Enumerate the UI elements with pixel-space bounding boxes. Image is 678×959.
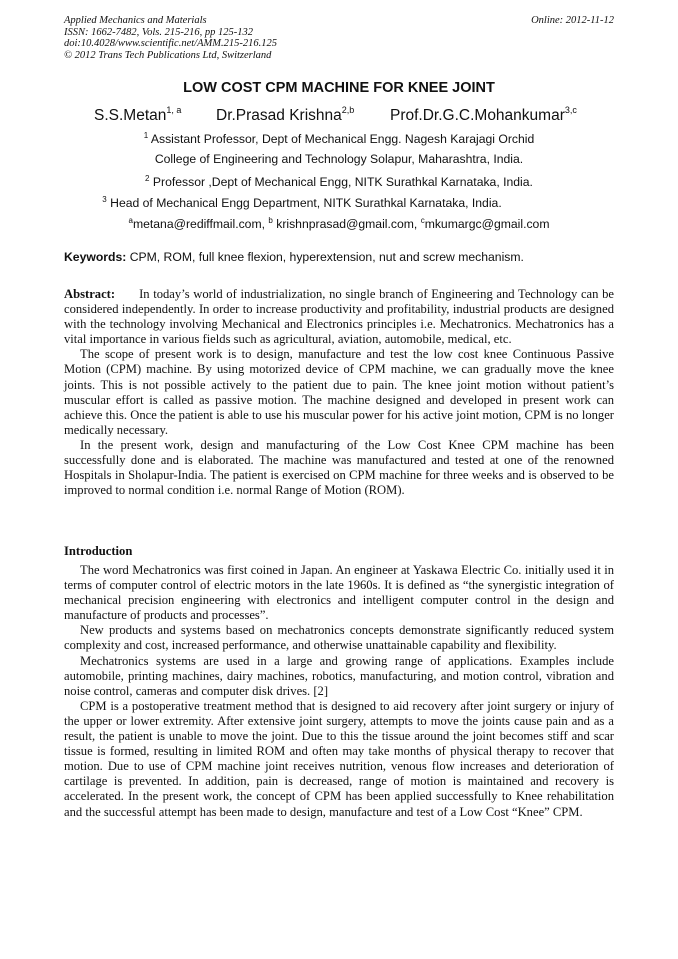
email-c[interactable]: mkumargc@gmail.com — [424, 217, 550, 231]
abstract-paragraph — [64, 287, 614, 347]
abstract-text: In today’s world of industrialization, no single branch of Engineering and Technology can be considered independently. In order to increase productivity and profitability, industrial products are designed with the technology involving Mechanical and Electronics principles i.e. Mechatronics. Mechatronics has a vital importance in various fields such as agricultural, aviation, automobile, medical, etc. — [64, 287, 614, 347]
author-name: Prof.Dr.G.C.Mohankumar — [390, 107, 565, 124]
affiliation-text: Head of Mechanical Engg Department, NITK Surathkal Karnataka, India. — [106, 196, 502, 210]
abstract-paragraph: The scope of present work is to design, manufacture and test the low cost knee Continuous Passive Motion (CPM) machine. By using motorized device of CPM machine, we can gradually move the knee joints. This is not possible actively to the patient due to pain. The knee joint motion without patient’s muscular effort is called as passive motion. The machine designed and developed in present work can achieve this. Once the patient is able to use his muscular power for his active joint motion, CPM is no longer medically necessary. — [64, 347, 614, 437]
affiliation-1-cont — [0, 152, 678, 166]
author — [390, 105, 577, 125]
intro-paragraph: The word Mechatronics was first coined in Japan. An engineer at Yaskawa Electric Co. initially used it in terms of computer control of electric motors in the late 1960s. It is defined as “the synergistic integration of mechanical precision engineering with electronics and intelligent computer control in the design and manufacture of products and processes”. — [64, 563, 614, 623]
email-sup: c — [420, 216, 425, 225]
affiliation-text: College of Engineering and Technology Solapur, Maharashtra, India. — [154, 152, 524, 166]
author-sup: 2,b — [341, 105, 355, 115]
email-line — [0, 216, 678, 231]
email-sup: a — [128, 216, 133, 225]
intro-paragraph: New products and systems based on mechatronics concepts demonstrate significantly reduced system complexity and cost, increased performance, and otherwise unattainable capability and flexibility. — [64, 623, 614, 653]
affiliation-text: Professor ,Dept of Mechanical Engg, NITK Surathkal Karnataka, India. — [149, 175, 533, 189]
affiliation-sup: 1 — [143, 131, 149, 140]
author-sup: 3,c — [564, 105, 577, 115]
doi-line: doi:10.4028/www.scientific.net/AMM.215-216.125 — [64, 38, 277, 50]
online-date: Online: 2012-11-12 — [531, 15, 614, 26]
author-name: Dr.Prasad Krishna — [216, 107, 342, 124]
copyright-line: © 2012 Trans Tech Publications Ltd, Switzerland — [64, 49, 272, 61]
introduction-body — [64, 563, 614, 820]
affiliation-1 — [0, 131, 678, 146]
author-name: S.S.Metan — [94, 107, 167, 124]
section-heading-introduction: Introduction — [64, 544, 133, 558]
affiliation-2 — [0, 174, 678, 189]
journal-name: Applied Mechanics and Materials — [64, 15, 207, 26]
affiliation-3 — [0, 195, 641, 210]
intro-paragraph: Mechatronics systems are used in a large and growing range of applications. Examples include automobile, printing machines, dairy machines, robotics, manufacturing, and motion control, vibration and noise control, cameras and computer disk drives. [2] — [64, 653, 614, 698]
abstract — [64, 287, 614, 498]
affiliation-text: Assistant Professor, Dept of Mechanical Engg. Nagesh Karajagi Orchid — [148, 132, 535, 146]
intro-paragraph: CPM is a postoperative treatment method that is designed to aid recovery after joint surgery or injury of the upper or lower extremity. After extensive joint surgery, attempts to move the joints cause pain and as a result, the patient is unable to move the joint. Due to this the tissue around the joint becomes stiff and scar tissue is formed, resulting in limited ROM and often may take months of physical therapy to recover that motion. Due to use of CPM machine joint receives nutrition, venous flow increases and deterioration of cartilage is prevented. In addition, pain is decreased, range of motion is maintained and recovery is accelerated. In the present work, the concept of CPM has been applied successfully to Knee rehabilitation and the successful attempt has been made to design, manufacture and test of a Low Cost “Knee” CPM. — [64, 698, 614, 819]
running-header — [64, 15, 614, 61]
author-sup: 1, a — [166, 105, 182, 115]
email-a[interactable]: metana@rediffmail.com, — [132, 217, 269, 231]
author — [216, 105, 354, 125]
affiliation-sup: 3 — [102, 195, 107, 204]
abstract-label: Abstract: — [64, 287, 116, 301]
author — [94, 105, 181, 125]
email-b[interactable]: krishnprasad@gmail.com, — [272, 217, 421, 231]
keywords-label: Keywords: — [64, 250, 127, 264]
affiliation-sup: 2 — [145, 174, 150, 183]
issn-line: ISSN: 1662-7482, Vols. 215-216, pp 125-132 — [64, 26, 253, 38]
keywords — [64, 250, 614, 264]
email-sup: b — [268, 216, 273, 225]
keywords-text: CPM, ROM, full knee flexion, hyperextension, nut and screw mechanism. — [126, 250, 524, 264]
abstract-paragraph: In the present work, design and manufacturing of the Low Cost Knee CPM machine has been successfully done and is elaborated. The machine was manufactured and tested at one of the renowned Hospitals in Sholapur-India. The patient is exercised on CPM machine for three weeks and is observed to be improved to normal condition i.e. normal Range of Motion (ROM). — [64, 437, 614, 498]
paper-title: LOW COST CPM MACHINE FOR KNEE JOINT — [183, 80, 495, 96]
